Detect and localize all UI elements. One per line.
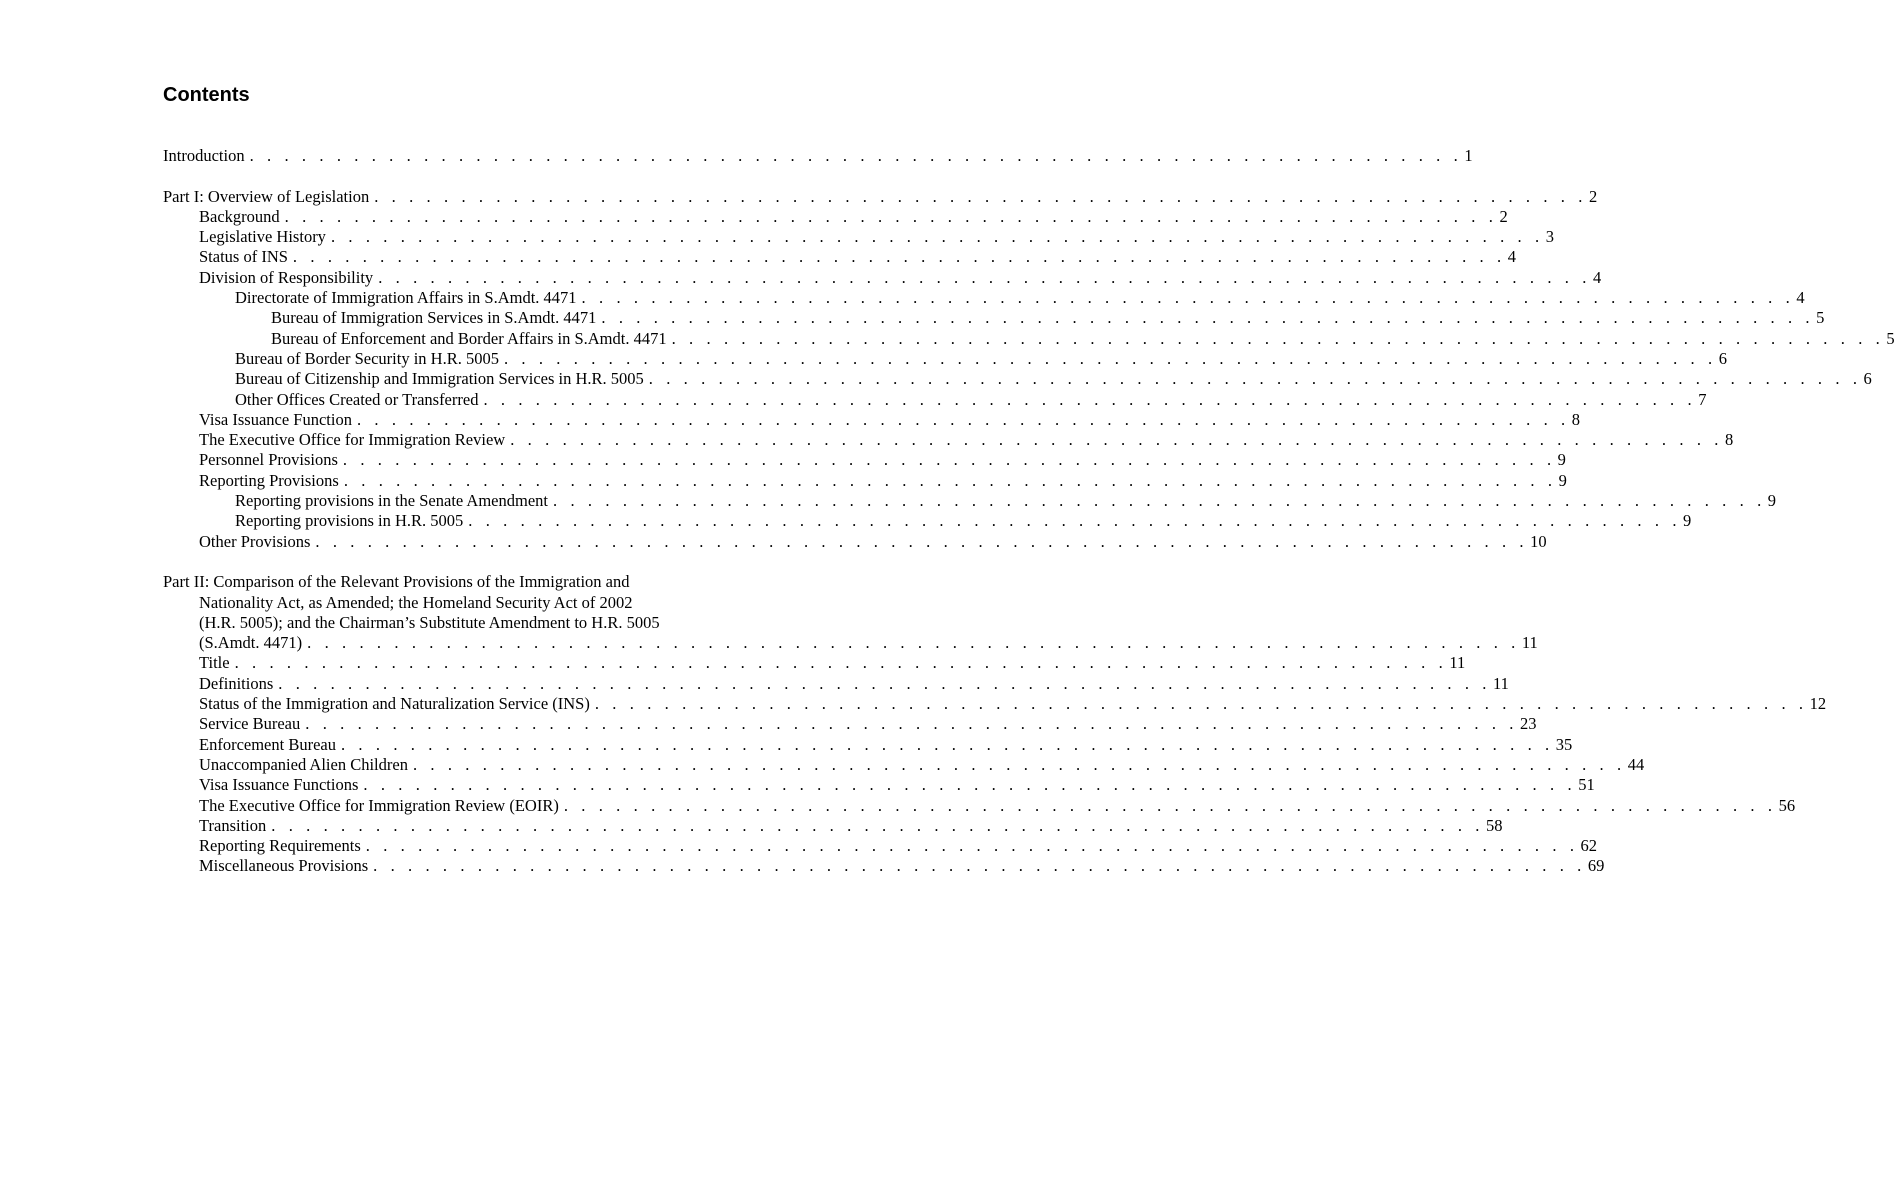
toc-page-number: 9 (1557, 450, 1566, 470)
toc-page-number: 4 (1592, 267, 1602, 287)
toc-entry-label: Title (199, 653, 230, 673)
toc-page-number: 56 (1778, 795, 1796, 815)
toc-entry-status-of-ins-full[interactable]: Status of the Immigration and Naturalization Service (INS) . . . . . . . . . . . . . . . . . . . . . . . . . . . . . . . . . . . . . . . . . . . . . . . . . . . . . . . . . . . . . . . . . . . . . . 12 (199, 694, 1827, 714)
toc-entry-label: Transition (199, 815, 267, 835)
toc-page-number: 11 (1493, 673, 1509, 693)
table-of-contents (163, 146, 1895, 877)
toc-page-number: 5 (1816, 308, 1825, 328)
page-title: Contents (163, 84, 250, 106)
toc-page-number: 69 (1587, 856, 1605, 876)
toc-entry-directorate[interactable]: Directorate of Immigration Affairs in S.Amdt. 4471 . . . . . . . . . . . . . . . . . . . . . . . . . . . . . . . . . . . . . . . . . . . . . . . . . . . . . . . . . . . . . . . . . . . . . . 4 (235, 288, 1805, 308)
toc-entry-label: Bureau of Immigration Services in S.Amdt. 4471 (271, 308, 597, 328)
toc-entry-label: Reporting provisions in the Senate Amendment (235, 491, 549, 511)
toc-entry-label: Legislative History (199, 227, 326, 247)
toc-page-number: 2 (1588, 186, 1598, 206)
toc-page-number: 2 (1499, 206, 1508, 226)
toc-entry-definitions[interactable]: Definitions . . . . . . . . . . . . . . . . . . . . . . . . . . . . . . . . . . . . . . . . . . . . . . . . . . . . . . . . . . . . . . . . . . . . . . 11 (199, 673, 1509, 693)
toc-page-number: 58 (1486, 815, 1503, 835)
toc-page-number: 23 (1520, 714, 1537, 734)
toc-entry-label: Miscellaneous Provisions (199, 856, 369, 876)
toc-entry-status-of-ins[interactable]: Status of INS . . . . . . . . . . . . . . . . . . . . . . . . . . . . . . . . . . . . . . . . . . . . . . . . . . . . . . . . . . . . . . . . . . . . . . 4 (199, 247, 1516, 267)
toc-entry-label: Reporting Provisions (199, 470, 339, 490)
toc-entry-label: Part II: Comparison of the Relevant Provisions of the Immigration and (163, 572, 630, 592)
toc-entry-other-offices[interactable]: Other Offices Created or Transferred . . . . . . . . . . . . . . . . . . . . . . . . . . . . . . . . . . . . . . . . . . . . . . . . . . . . . . . . . . . . . . . . . . . . . . 7 (235, 389, 1707, 409)
toc-page-number: 9 (1683, 511, 1692, 531)
toc-entry-transition[interactable]: Transition . . . . . . . . . . . . . . . . . . . . . . . . . . . . . . . . . . . . . . . . . . . . . . . . . . . . . . . . . . . . . . . . . . . . . . 58 (199, 815, 1503, 835)
toc-page-number: 8 (1725, 430, 1734, 450)
toc-page-number: 11 (1521, 633, 1538, 653)
toc-entry-visa-issuance-function[interactable]: Visa Issuance Function . . . . . . . . . . . . . . . . . . . . . . . . . . . . . . . . . . . . . . . . . . . . . . . . . . . . . . . . . . . . . . . . . . . . . . 8 (199, 409, 1581, 429)
toc-page-number: 11 (1449, 653, 1466, 673)
toc-entry-bureau-citizenship[interactable]: Bureau of Citizenship and Immigration Services in H.R. 5005 . . . . . . . . . . . . . . . . . . . . . . . . . . . . . . . . . . . . . . . . . . . . . . . . . . . . . . . . . . . . . . . . . . . . . . 6 (235, 369, 1872, 389)
toc-entry-label: Directorate of Immigration Affairs in S.Amdt. 4471 (235, 288, 577, 308)
toc-page-number: 6 (1718, 348, 1727, 368)
toc-entry-part-2-line-2: Nationality Act, as Amended; the Homeland Security Act of 2002 (199, 592, 633, 612)
toc-page-number: 3 (1545, 227, 1554, 247)
toc-entry-label: Bureau of Citizenship and Immigration Services in H.R. 5005 (235, 369, 644, 389)
toc-entry-label: Division of Responsibility (199, 267, 374, 287)
toc-entry-part-2-line-3: (H.R. 5005); and the Chairman’s Substitute Amendment to H.R. 5005 (199, 612, 660, 632)
toc-entry-label: Visa Issuance Function (199, 409, 352, 429)
toc-entry-label: Status of INS (199, 247, 288, 267)
toc-page-number: 12 (1809, 694, 1827, 714)
toc-entry-bureau-immigration-services[interactable]: Bureau of Immigration Services in S.Amdt. 4471 . . . . . . . . . . . . . . . . . . . . . . . . . . . . . . . . . . . . . . . . . . . . . . . . . . . . . . . . . . . . . . . . . . . . . . 5 (271, 308, 1825, 328)
toc-entry-label: Other Offices Created or Transferred (235, 389, 479, 409)
toc-entry-reporting-hr[interactable]: Reporting provisions in H.R. 5005 . . . . . . . . . . . . . . . . . . . . . . . . . . . . . . . . . . . . . . . . . . . . . . . . . . . . . . . . . . . . . . . . . . . . . . 9 (235, 511, 1692, 531)
toc-entry-label: Bureau of Enforcement and Border Affairs in S.Amdt. 4471 (271, 328, 667, 348)
toc-page-number: 9 (1558, 470, 1567, 490)
toc-entry-label: Part I: Overview of Legislation (163, 186, 370, 206)
toc-entry-visa-issuance-functions[interactable]: Visa Issuance Functions . . . . . . . . . . . . . . . . . . . . . . . . . . . . . . . . . . . . . . . . . . . . . . . . . . . . . . . . . . . . . . . . . . . . . . 51 (199, 775, 1595, 795)
toc-entry-background[interactable]: Background . . . . . . . . . . . . . . . . . . . . . . . . . . . . . . . . . . . . . . . . . . . . . . . . . . . . . . . . . . . . . . . . . . . . . . 2 (199, 206, 1508, 226)
toc-entry-label: Other Provisions (199, 531, 311, 551)
toc-page-number: 44 (1627, 754, 1645, 774)
toc-entry-title[interactable]: Title . . . . . . . . . . . . . . . . . . . . . . . . . . . . . . . . . . . . . . . . . . . . . . . . . . . . . . . . . . . . . . . . . . . . . . 11 (199, 653, 1466, 673)
toc-entry-division-of-responsibility[interactable]: Division of Responsibility . . . . . . . . . . . . . . . . . . . . . . . . . . . . . . . . . . . . . . . . . . . . . . . . . . . . . . . . . . . . . . . . . . . . . . 4 (199, 267, 1602, 287)
toc-entry-reporting-senate[interactable]: Reporting provisions in the Senate Amendment . . . . . . . . . . . . . . . . . . . . . . . . . . . . . . . . . . . . . . . . . . . . . . . . . . . . . . . . . . . . . . . . . . . . . . 9 (235, 491, 1777, 511)
toc-entry-label: Definitions (199, 673, 274, 693)
toc-entry-label: Unaccompanied Alien Children (199, 754, 408, 774)
toc-page-number: 1 (1464, 146, 1473, 165)
toc-entry-other-provisions[interactable]: Other Provisions . . . . . . . . . . . . . . . . . . . . . . . . . . . . . . . . . . . . . . . . . . . . . . . . . . . . . . . . . . . . . . . . . . . . . . 10 (199, 531, 1547, 551)
toc-entry-label: Enforcement Bureau (199, 734, 336, 754)
toc-entry-reporting-requirements[interactable]: Reporting Requirements . . . . . . . . . . . . . . . . . . . . . . . . . . . . . . . . . . . . . . . . . . . . . . . . . . . . . . . . . . . . . . . . . . . . . . 62 (199, 836, 1598, 856)
toc-entry-label: Introduction (163, 146, 245, 165)
toc-entry-label: Personnel Provisions (199, 450, 338, 470)
toc-entry-bureau-enforcement-border[interactable]: Bureau of Enforcement and Border Affairs in S.Amdt. 4471 . . . . . . . . . . . . . . . . . . . . . . . . . . . . . . . . . . . . . . . . . . . . . . . . . . . . . . . . . . . . . . . . . . . . . . 5 (271, 328, 1895, 348)
toc-entry-miscellaneous-provisions[interactable]: Miscellaneous Provisions . . . . . . . . . . . . . . . . . . . . . . . . . . . . . . . . . . . . . . . . . . . . . . . . . . . . . . . . . . . . . . . . . . . . . . 69 (199, 856, 1605, 876)
toc-entry-legislative-history[interactable]: Legislative History . . . . . . . . . . . . . . . . . . . . . . . . . . . . . . . . . . . . . . . . . . . . . . . . . . . . . . . . . . . . . . . . . . . . . . 3 (199, 227, 1554, 247)
toc-page-number: 6 (1863, 369, 1872, 389)
toc-entry-label: Service Bureau (199, 714, 301, 734)
toc-entry-part-2[interactable]: (S.Amdt. 4471) . . . . . . . . . . . . . . . . . . . . . . . . . . . . . . . . . . . . . . . . . . . . . . . . . . . . . . . . . . . . . . . . . . . . . . 11 (199, 633, 1538, 653)
toc-entry-part-2-line-1[interactable] (163, 572, 757, 592)
toc-entry-label: Bureau of Border Security in H.R. 5005 (235, 348, 499, 368)
toc-page-number: 9 (1767, 491, 1777, 511)
toc-page-number: 4 (1507, 247, 1516, 267)
toc-entry-part-1[interactable]: Part I: Overview of Legislation . . . . . . . . . . . . . . . . . . . . . . . . . . . . . . . . . . . . . . . . . . . . . . . . . . . . . . . . . . . . . . . . . . . . . . 2 (163, 186, 1598, 206)
toc-page-number: 5 (1886, 328, 1895, 348)
toc-entry-personnel-provisions[interactable]: Personnel Provisions . . . . . . . . . . . . . . . . . . . . . . . . . . . . . . . . . . . . . . . . . . . . . . . . . . . . . . . . . . . . . . . . . . . . . . 9 (199, 450, 1566, 470)
toc-page-number: 7 (1698, 389, 1707, 409)
toc-entry-unaccompanied-alien-children[interactable]: Unaccompanied Alien Children . . . . . . . . . . . . . . . . . . . . . . . . . . . . . . . . . . . . . . . . . . . . . . . . . . . . . . . . . . . . . . . . . . . . . . 44 (199, 754, 1645, 774)
toc-entry-service-bureau[interactable]: Service Bureau . . . . . . . . . . . . . . . . . . . . . . . . . . . . . . . . . . . . . . . . . . . . . . . . . . . . . . . . . . . . . . . . . . . . . . 23 (199, 714, 1537, 734)
toc-page-number: 10 (1530, 531, 1547, 551)
toc-entry-enforcement-bureau[interactable]: Enforcement Bureau . . . . . . . . . . . . . . . . . . . . . . . . . . . . . . . . . . . . . . . . . . . . . . . . . . . . . . . . . . . . . . . . . . . . . . 35 (199, 734, 1573, 754)
toc-entry-introduction[interactable]: Introduction . . . . . . . . . . . . . . . . . . . . . . . . . . . . . . . . . . . . . . . . . . . . . . . . . . . . . . . . . . . . . . . . . . . . . . 1 (163, 146, 1473, 165)
toc-page-number: 51 (1578, 775, 1595, 795)
toc-page-number: 8 (1571, 409, 1581, 429)
toc-entry-label: The Executive Office for Immigration Review (199, 430, 506, 450)
toc-entry-label: Status of the Immigration and Naturalization Service (INS) (199, 694, 590, 714)
toc-entry-eoir-full[interactable]: The Executive Office for Immigration Review (EOIR) . . . . . . . . . . . . . . . . . . . . . . . . . . . . . . . . . . . . . . . . . . . . . . . . . . . . . . . . . . . . . . . . . . . . . . 56 (199, 795, 1796, 815)
toc-entry-bureau-border-security[interactable]: Bureau of Border Security in H.R. 5005 . . . . . . . . . . . . . . . . . . . . . . . . . . . . . . . . . . . . . . . . . . . . . . . . . . . . . . . . . . . . . . . . . . . . . . 6 (235, 348, 1727, 368)
toc-page-number: 4 (1796, 288, 1805, 308)
toc-page-number: 62 (1580, 836, 1598, 856)
toc-entry-label: Visa Issuance Functions (199, 775, 359, 795)
toc-entry-label: (S.Amdt. 4471) (199, 633, 303, 653)
toc-page-number: 35 (1555, 734, 1573, 754)
toc-entry-label: Background (199, 206, 280, 226)
toc-entry-label: Reporting Requirements (199, 836, 361, 856)
toc-entry-eoir[interactable]: The Executive Office for Immigration Review . . . . . . . . . . . . . . . . . . . . . . . . . . . . . . . . . . . . . . . . . . . . . . . . . . . . . . . . . . . . . . . . . . . . . . 8 (199, 430, 1734, 450)
toc-entry-label: The Executive Office for Immigration Review (EOIR) (199, 795, 559, 815)
toc-entry-reporting-provisions[interactable]: Reporting Provisions . . . . . . . . . . . . . . . . . . . . . . . . . . . . . . . . . . . . . . . . . . . . . . . . . . . . . . . . . . . . . . . . . . . . . . 9 (199, 470, 1567, 490)
toc-entry-label: Reporting provisions in H.R. 5005 (235, 511, 464, 531)
